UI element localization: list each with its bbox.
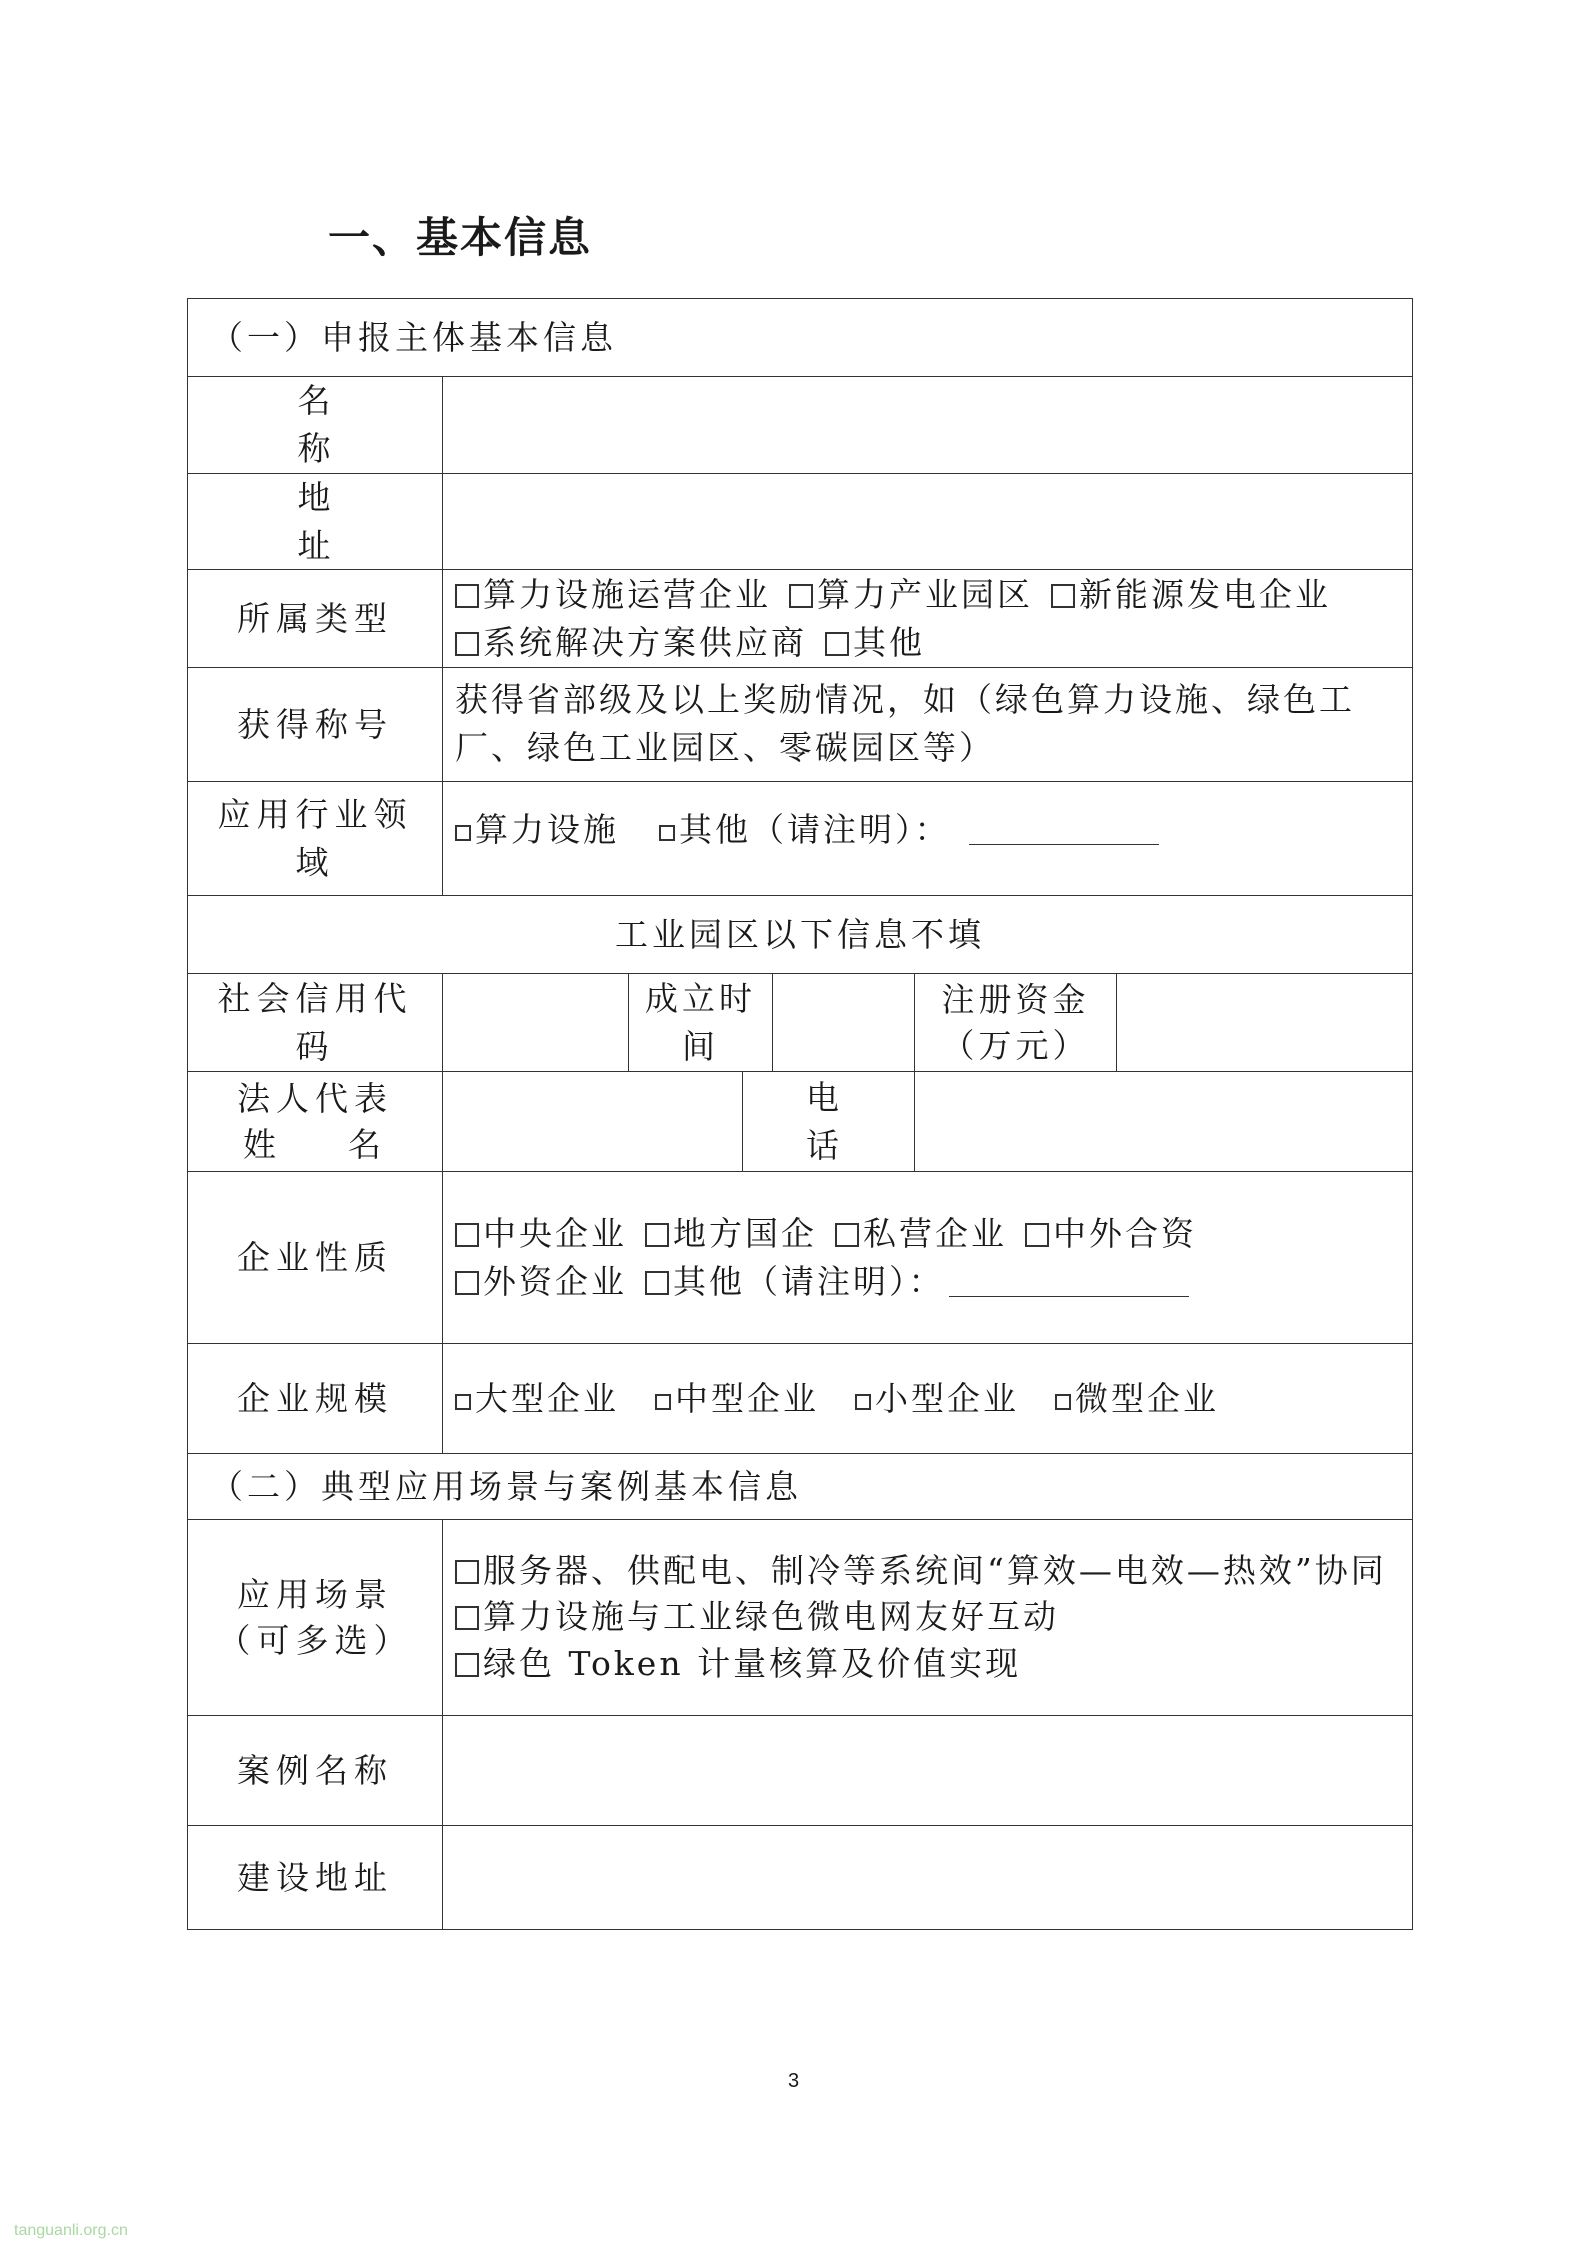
- nature-option[interactable]: 其他（请注明）：: [645, 1262, 945, 1301]
- type-option[interactable]: 系统解决方案供应商: [455, 623, 807, 662]
- section1-header-row: [188, 299, 1413, 377]
- capital-label: 注册资金 （万元）: [915, 974, 1117, 1072]
- type-option[interactable]: 算力产业园区: [789, 575, 1033, 614]
- founded-field[interactable]: [773, 974, 915, 1072]
- scenario-option[interactable]: 算力设施与工业绿色微电网友好互动: [455, 1594, 1400, 1641]
- phone-label: 电话: [743, 1072, 915, 1172]
- credit-code-label: 社会信用代码: [188, 974, 443, 1072]
- type-row: [188, 570, 1413, 668]
- nature-option[interactable]: 外资企业: [455, 1262, 627, 1301]
- type-option[interactable]: 新能源发电企业: [1051, 575, 1331, 614]
- checkbox-icon: [1025, 1223, 1049, 1247]
- nature-option[interactable]: 私营企业: [835, 1214, 1007, 1253]
- nature-option[interactable]: 中外合资: [1025, 1214, 1197, 1253]
- legal-rep-field[interactable]: [443, 1072, 743, 1172]
- checkbox-icon: [789, 584, 813, 608]
- legal-rep-label: 法人代表 姓 名: [188, 1072, 443, 1172]
- industry-row: [188, 782, 1413, 896]
- scale-option[interactable]: 中型企业: [655, 1379, 819, 1418]
- build-address-label: 建设地址: [188, 1826, 443, 1930]
- info-form-table: [187, 298, 1413, 1930]
- scenario-row: [188, 1520, 1413, 1716]
- checkbox-icon: [659, 825, 675, 841]
- checkbox-icon: [455, 825, 471, 841]
- checkbox-icon: [455, 1223, 479, 1247]
- industry-option[interactable]: 算力设施: [455, 810, 619, 849]
- scenario-option[interactable]: 绿色 Token 计量核算及价值实现: [455, 1641, 1400, 1688]
- credit-row: [188, 974, 1413, 1072]
- nature-row: [188, 1172, 1413, 1344]
- phone-field[interactable]: [915, 1072, 1413, 1172]
- name-row: [188, 377, 1413, 474]
- checkbox-icon: [455, 1653, 479, 1677]
- type-option[interactable]: 其他: [825, 623, 925, 662]
- capital-field[interactable]: [1117, 974, 1413, 1072]
- checkbox-icon: [645, 1223, 669, 1247]
- honor-label: 获得称号: [188, 668, 443, 782]
- page-number: 3: [787, 2070, 800, 2092]
- checkbox-icon: [455, 632, 479, 656]
- checkbox-icon: [655, 1394, 671, 1410]
- checkbox-icon: [855, 1394, 871, 1410]
- build-address-row: [188, 1826, 1413, 1930]
- address-label: 地址: [188, 473, 443, 570]
- scale-option[interactable]: 小型企业: [855, 1379, 1019, 1418]
- checkbox-icon: [455, 1394, 471, 1410]
- checkbox-icon: [1051, 584, 1075, 608]
- scenario-options: [443, 1520, 1413, 1716]
- nature-label: 企业性质: [188, 1172, 443, 1344]
- legal-rep-row: [188, 1072, 1413, 1172]
- nature-option[interactable]: 地方国企: [645, 1214, 817, 1253]
- honor-text: 获得省部级及以上奖励情况，如（绿色算力设施、绿色工厂、绿色工业园区、零碳园区等）: [443, 668, 1413, 782]
- checkbox-icon: [455, 1606, 479, 1630]
- nature-option[interactable]: 中央企业: [455, 1214, 627, 1253]
- checkbox-icon: [1055, 1394, 1071, 1410]
- case-name-row: [188, 1716, 1413, 1826]
- type-option[interactable]: 算力设施运营企业: [455, 575, 771, 614]
- type-label: 所属类型: [188, 570, 443, 668]
- industry-options: [443, 782, 1413, 896]
- name-field[interactable]: [443, 377, 1413, 474]
- checkbox-icon: [455, 1271, 479, 1295]
- founded-label: 成立时间: [629, 974, 773, 1072]
- industry-label: 应用行业领域: [188, 782, 443, 896]
- scenario-option[interactable]: 服务器、供配电、制冷等系统间“算效—电效—热效”协同: [455, 1548, 1400, 1595]
- checkbox-icon: [835, 1223, 859, 1247]
- build-address-field[interactable]: [443, 1826, 1413, 1930]
- scale-option[interactable]: 大型企业: [455, 1379, 619, 1418]
- notice-row: [188, 896, 1413, 974]
- honor-row: [188, 668, 1413, 782]
- checkbox-icon: [455, 584, 479, 608]
- case-name-label: 案例名称: [188, 1716, 443, 1826]
- page-heading: 一、基本信息: [328, 213, 593, 262]
- name-label: 名称: [188, 377, 443, 474]
- watermark-text: tanguanli.org.cn: [14, 2222, 128, 2239]
- fill-blank[interactable]: [949, 1270, 1189, 1297]
- address-field[interactable]: [443, 473, 1413, 570]
- checkbox-icon: [825, 632, 849, 656]
- scale-row: [188, 1344, 1413, 1454]
- scenario-label: 应用场景 （可多选）: [188, 1520, 443, 1716]
- nature-options: [443, 1172, 1413, 1344]
- notice-text: 工业园区以下信息不填: [188, 896, 1413, 974]
- checkbox-icon: [455, 1560, 479, 1584]
- type-options: [443, 570, 1413, 668]
- checkbox-icon: [645, 1271, 669, 1295]
- section1-title: （一）申报主体基本信息: [188, 299, 1413, 377]
- scale-options: [443, 1344, 1413, 1454]
- fill-blank[interactable]: [969, 818, 1159, 845]
- section2-header-row: [188, 1454, 1413, 1520]
- scale-option[interactable]: 微型企业: [1055, 1379, 1219, 1418]
- scale-label: 企业规模: [188, 1344, 443, 1454]
- section2-title: （二）典型应用场景与案例基本信息: [188, 1454, 1413, 1520]
- industry-option[interactable]: 其他（请注明）：: [659, 810, 951, 849]
- case-name-field[interactable]: [443, 1716, 1413, 1826]
- credit-code-field[interactable]: [443, 974, 629, 1072]
- address-row: [188, 473, 1413, 570]
